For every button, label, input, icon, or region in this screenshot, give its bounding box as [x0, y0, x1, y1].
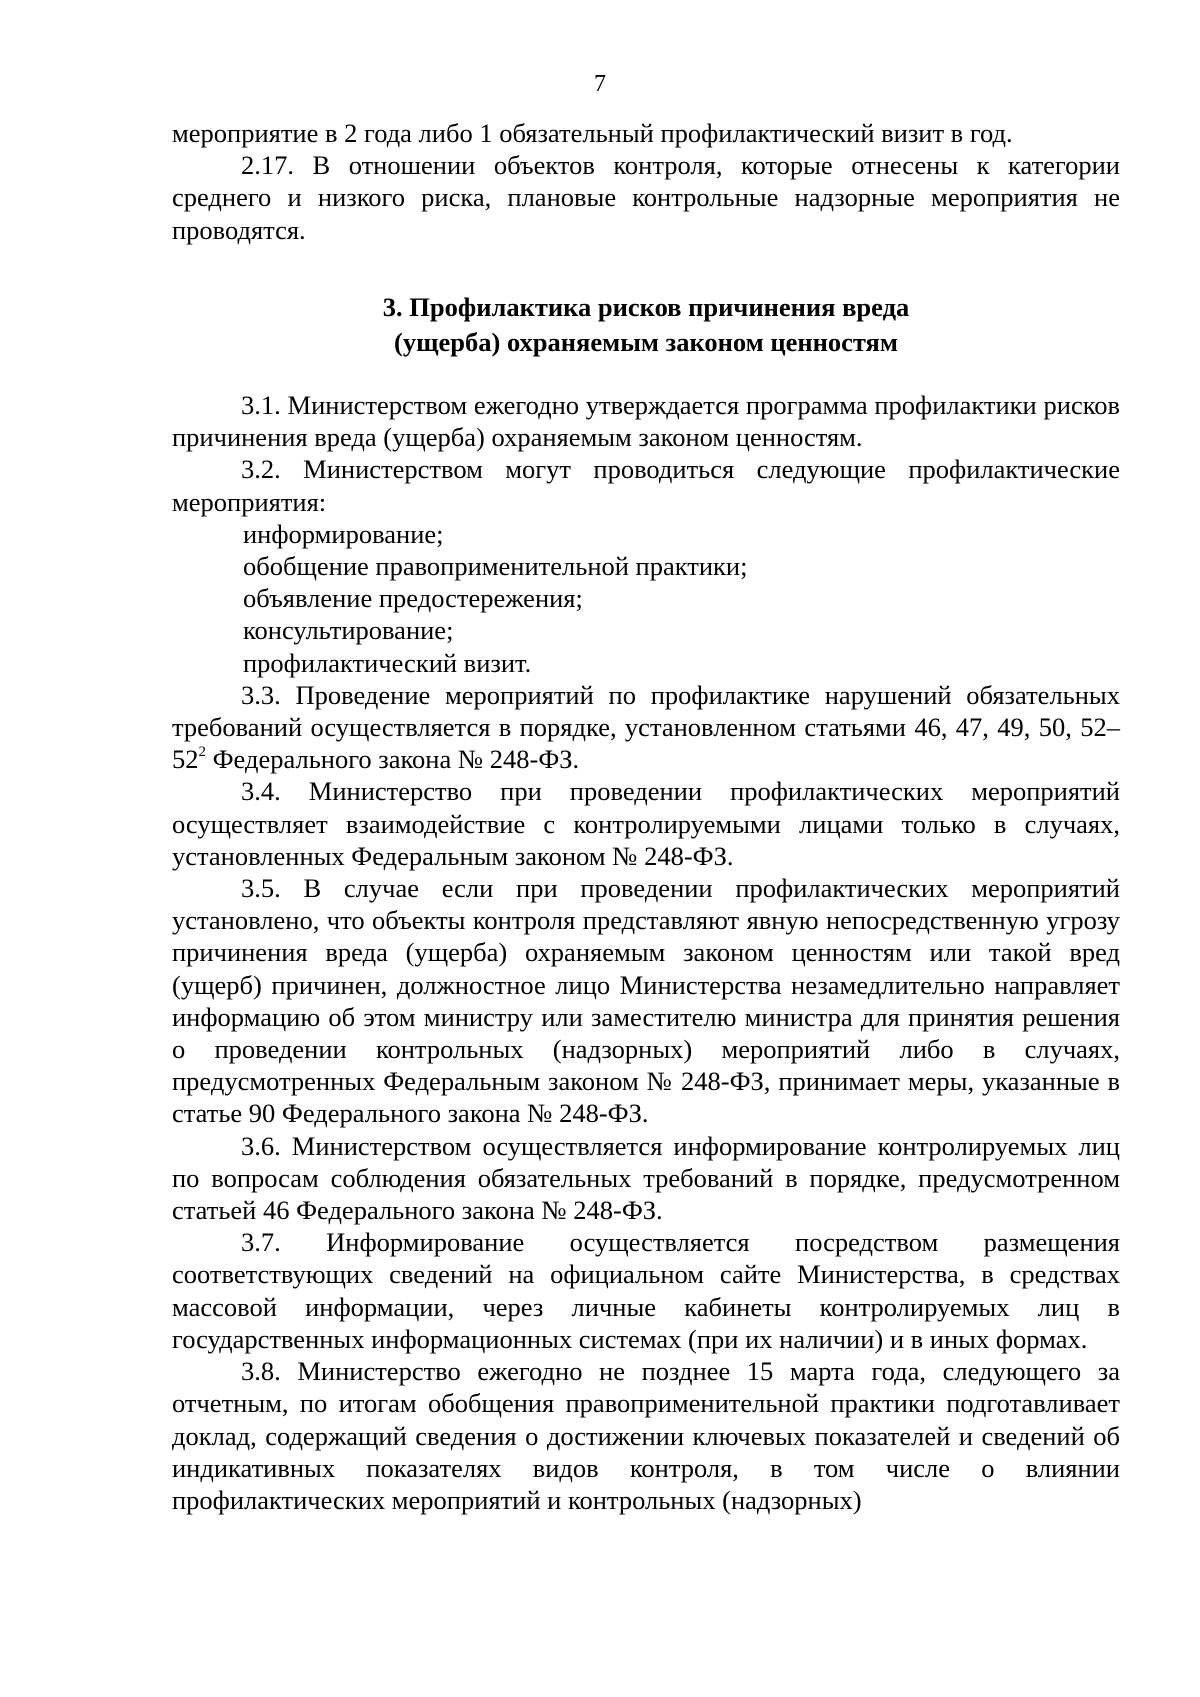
paragraph-3-1: 3.1. Министерством ежегодно утверждается программа профилактики рисков причинения вреда (ущерба) охраняемым законом ценностям.	[172, 390, 1120, 453]
paragraph-3-5: 3.5. В случае если при проведении профилактических мероприятий установлено, что объекты контроля представляют явную непосредственную угрозу причинения вреда (ущерба) охраняемым законом ценностям или такой вред (ущерб) причинен, должностное лицо Министерства незамедлительно направляет информацию об этом министру или заместителю министра для принятия решения о проведении контрольных (надзорных) мероприятий либо в случаях, предусмотренных Федеральным законом № 248-ФЗ, принимает меры, указанные в статье 90 Федерального закона № 248-ФЗ.	[172, 873, 1120, 1129]
list-item: объявление предостережения;	[243, 583, 583, 614]
paragraph-3-7: 3.7. Информирование осуществляется посредством размещения соответствующих сведений на официальном сайте Министерства, в средствах массовой информации, через личные кабинеты контролируемых лиц в государственных информационных системах (при их наличии) и в иных формах.	[172, 1227, 1120, 1354]
list-item: информирование;	[243, 518, 444, 549]
section-heading	[172, 290, 1120, 360]
list-item: консультирование;	[243, 615, 454, 646]
paragraph-3-3-tail: Федерального закона № 248-ФЗ.	[206, 744, 580, 775]
section-heading-line-2: (ущерба) охраняемым законом ценностям	[394, 327, 898, 357]
section-heading-line-1: 3. Профилактика рисков причинения вреда	[382, 292, 910, 322]
page-number: 7	[594, 71, 606, 97]
paragraph-3-2: 3.2. Министерством могут проводиться следующие профилактические мероприятия:	[172, 454, 1120, 517]
paragraph-3-8: 3.8. Министерство ежегодно не позднее 15 марта года, следующего за отчетным, по итогам обобщения правоприменительной практики подготавливает доклад, содержащий сведения о достижении ключевых показателей и сведений об индикативных показателях видов контроля, в том числе о влиянии профилактических мероприятий и контрольных (надзорных)	[172, 1356, 1120, 1515]
list-item: профилактический визит.	[243, 647, 532, 678]
paragraph-3-3	[172, 679, 1120, 776]
top-text-block	[172, 117, 1120, 246]
paragraph-3-3-text: 3.3. Проведение мероприятий по профилактике нарушений обязательных требований осуществляется в порядке, установленном статьями 46, 47, 49, 50, 52–52	[172, 679, 1120, 775]
paragraph-3-6: 3.6. Министерством осуществляется информирование контролируемых лиц по вопросам соблюдения обязательных требований в порядке, предусмотренном статьей 46 Федерального закона № 248-ФЗ.	[172, 1130, 1120, 1226]
paragraph-continuation: мероприятие в 2 года либо 1 обязательный профилактический визит в год.	[172, 118, 1013, 148]
superscript: 2	[198, 744, 206, 761]
list-item: обобщение правоприменительной практики;	[243, 551, 748, 582]
paragraph-2-17: 2.17. В отношении объектов контроля, которые отнесены к категории среднего и низкого риска, плановые контрольные надзорные мероприятия не проводятся.	[172, 150, 1120, 245]
paragraph-3-4: 3.4. Министерство при проведении профилактических мероприятий осуществляет взаимодействие с контролируемыми лицами только в случаях, установленных Федеральным законом № 248-ФЗ.	[172, 776, 1120, 871]
section-3-body	[172, 389, 1120, 1516]
